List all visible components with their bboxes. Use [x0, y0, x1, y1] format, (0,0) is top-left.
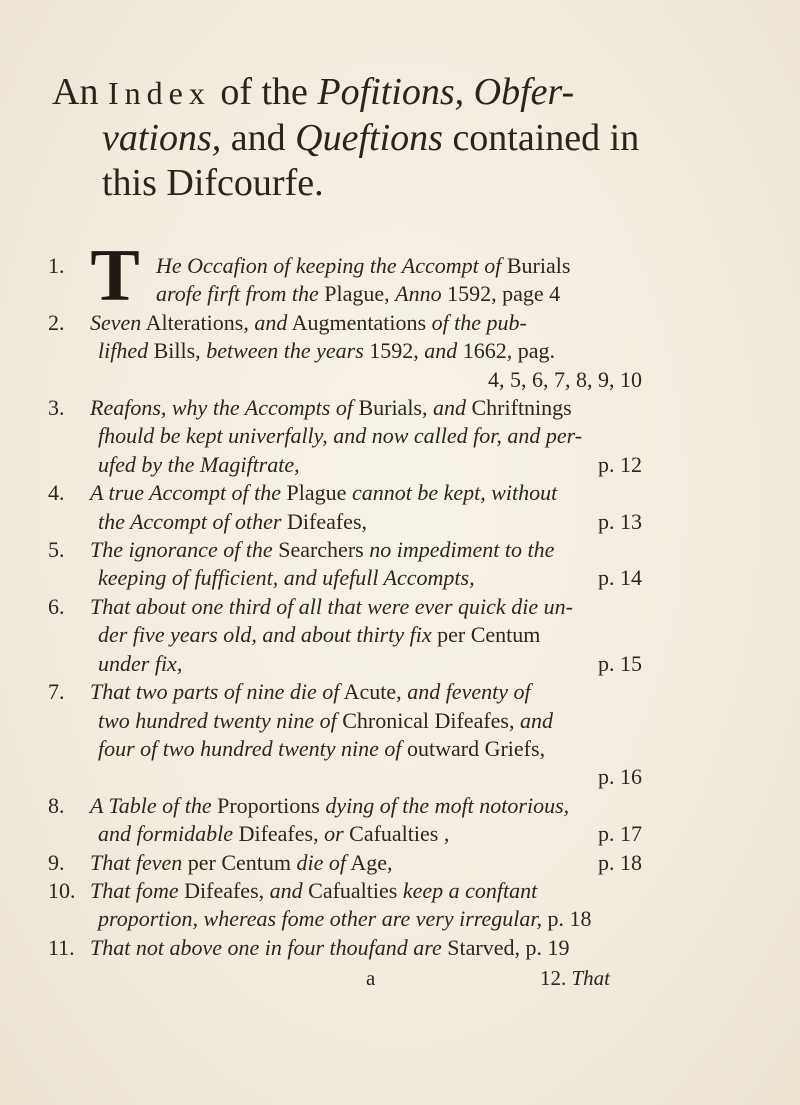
- entry-text: That about one third of all that were ever quick die un-: [90, 593, 573, 619]
- entry-line: [48, 536, 648, 564]
- entry-text: and: [254, 309, 288, 335]
- entry-line: [48, 309, 648, 337]
- entry-text: Burials,: [352, 395, 433, 421]
- entry-line: [48, 621, 648, 649]
- entry-text: p. 16: [598, 764, 642, 790]
- entry-text: two hundred twenty nine of: [98, 707, 337, 733]
- entry-text: Cafualties: [302, 877, 403, 903]
- entry-text: That not above one in four thoufand are: [90, 934, 442, 960]
- page-reference: p. 14: [598, 565, 642, 591]
- title-line-2: [52, 116, 662, 161]
- entry-text: cannot be kept, without: [351, 480, 558, 506]
- entry-line: [48, 337, 648, 365]
- title-word-vations: vations,: [102, 117, 222, 159]
- entry-line: [48, 451, 648, 479]
- catchword-number: 12.: [540, 966, 567, 990]
- entry-text: fhould be kept univerfally, and now called for, and per-: [98, 423, 583, 449]
- title-words-of-the: of the: [220, 71, 308, 113]
- entry-text: Cafualties ,: [343, 821, 450, 847]
- entry-text: the Accompt of other: [98, 508, 282, 534]
- index-entry: [48, 536, 648, 593]
- entry-text: That fome: [90, 877, 179, 903]
- entry-text: 1592,: [363, 338, 425, 364]
- entry-number: 9.: [48, 849, 65, 875]
- entry-text: and feventy of: [407, 679, 531, 705]
- entry-text: der five years old, and about thirty fix: [98, 622, 432, 648]
- entry-line: [48, 792, 648, 820]
- entry-text: Chriftnings: [466, 395, 572, 421]
- entry-text: Reafons, why the Accompts of: [90, 395, 353, 421]
- entry-text: and formidable: [98, 821, 234, 847]
- page-reference: p. 15: [598, 650, 642, 676]
- index-entry: [48, 934, 648, 962]
- entry-text: four of two hundred twenty nine of: [98, 735, 402, 761]
- entry-text: under fix,: [98, 650, 183, 676]
- entry-text: The ignorance of the: [90, 537, 273, 563]
- entry-line: [48, 479, 648, 507]
- page-reference: p. 18: [598, 849, 642, 875]
- entry-text: Augmentations: [287, 309, 432, 335]
- title-words-positions: Pofitions, Obfer-: [317, 71, 575, 113]
- entry-text: Difeafes,: [233, 821, 325, 847]
- entry-text: 1592, page 4: [441, 281, 561, 307]
- entry-text: die of: [296, 849, 347, 875]
- entry-text: ufed by the Magiftrate,: [98, 451, 300, 477]
- entry-text: between the years: [206, 338, 364, 364]
- entry-text: 4, 5, 6, 7, 8, 9, 10: [488, 366, 642, 392]
- entry-text: Bills,: [148, 338, 207, 364]
- page-reference: p. 17: [598, 821, 642, 847]
- index-entry: [48, 479, 648, 536]
- entry-line: [48, 934, 648, 962]
- entry-text: and: [269, 877, 303, 903]
- entry-line: [48, 366, 648, 394]
- entry-line: [48, 593, 648, 621]
- entry-text: Plague,: [318, 281, 396, 307]
- catchword: [540, 966, 610, 991]
- entry-number: 1.: [48, 253, 65, 278]
- page-title: [52, 70, 662, 206]
- entry-line: [48, 564, 648, 592]
- index-entry: [48, 593, 648, 678]
- entry-text: Chronical Difeafes,: [336, 707, 520, 733]
- entry-line: [48, 763, 648, 791]
- entry-number: 10.: [48, 877, 76, 903]
- entry-text: Proportions: [211, 792, 326, 818]
- entry-line: [48, 849, 648, 877]
- entry-number: 4.: [48, 480, 65, 506]
- title-word-questions: Queftions: [295, 117, 443, 159]
- entry-line: [48, 252, 648, 280]
- index-entry: [48, 309, 648, 394]
- entry-line: [48, 650, 648, 678]
- page-reference: p. 13: [598, 508, 642, 534]
- title-word-an: An: [52, 71, 99, 113]
- title-word-and: and: [230, 117, 286, 159]
- entry-line: [48, 422, 648, 450]
- entry-text: Starved, p. 19: [441, 934, 570, 960]
- entry-text: per Centum: [182, 849, 297, 875]
- entry-line: [48, 905, 648, 933]
- entry-number: 5.: [48, 537, 65, 563]
- index-entries: [48, 252, 648, 962]
- entry-text: keep a conftant: [402, 877, 538, 903]
- entry-text: Searchers: [272, 537, 370, 563]
- entry-line: [48, 877, 648, 905]
- index-entry: [48, 678, 648, 792]
- entry-text: proportion, whereas fome other are very irregular,: [98, 906, 543, 932]
- entry-text: That feven: [90, 849, 183, 875]
- entry-line: [48, 394, 648, 422]
- entry-text: 1662, pag.: [457, 338, 556, 364]
- entry-text: outward Griefs,: [401, 735, 546, 761]
- index-entry: [48, 394, 648, 479]
- entry-text: keeping of fufficient, and ufefull Accompts,: [98, 565, 475, 591]
- entry-text: no impediment to the: [369, 537, 555, 563]
- entry-number: 6.: [48, 593, 65, 619]
- entry-text: and: [424, 338, 458, 364]
- entry-text: arofe firft from the: [156, 281, 319, 307]
- entry-number: 11.: [48, 934, 75, 960]
- entry-text: That two parts of nine die of: [90, 679, 340, 705]
- entry-text: A true Accompt of the: [90, 480, 282, 506]
- entry-line: [48, 707, 648, 735]
- entry-text: dying of the moft notorious,: [325, 792, 570, 818]
- index-entry: [48, 849, 648, 877]
- index-entry: [48, 792, 648, 849]
- entry-text: p. 18: [542, 906, 592, 932]
- entry-text: or: [324, 821, 344, 847]
- entry-text: Burials: [501, 253, 571, 278]
- signature-mark: a: [366, 966, 376, 990]
- entry-text: and: [519, 707, 553, 733]
- entry-number: 8.: [48, 792, 65, 818]
- catchword-word: That: [571, 966, 611, 990]
- entry-number: 2.: [48, 309, 65, 335]
- entry-line: [48, 280, 648, 308]
- title-words-contained: contained in: [452, 117, 640, 159]
- entry-text: and: [433, 395, 466, 421]
- index-entry: [48, 252, 648, 309]
- entry-text: Plague: [281, 480, 352, 506]
- entry-text: Anno: [395, 281, 442, 307]
- index-entry: [48, 877, 648, 934]
- entry-number: 7.: [48, 679, 65, 705]
- drop-cap-letter: T: [90, 235, 140, 317]
- entry-text: Difeafes,: [281, 508, 368, 534]
- entry-text: Acute,: [339, 679, 408, 705]
- entry-line: [48, 735, 648, 763]
- entry-number: 3.: [48, 395, 65, 421]
- entry-text: A Table of the: [90, 792, 212, 818]
- entry-line: [48, 508, 648, 536]
- entry-text: Seven: [90, 309, 142, 335]
- title-line-1: [52, 70, 662, 116]
- entry-text: Difeafes,: [178, 877, 270, 903]
- entry-text: lifhed: [98, 338, 149, 364]
- entry-text: He Occafion of keeping the Accompt of: [156, 253, 502, 278]
- entry-line: [48, 820, 648, 848]
- entry-text: Alterations,: [141, 309, 255, 335]
- title-line-3: this Difcourfe.: [102, 162, 324, 204]
- title-word-index: Index: [107, 75, 211, 111]
- entry-text: Age,: [346, 849, 393, 875]
- entry-text: of the pub-: [431, 309, 527, 335]
- entry-text: per Centum: [431, 622, 541, 648]
- entry-line: [48, 678, 648, 706]
- page-reference: p. 12: [598, 451, 642, 477]
